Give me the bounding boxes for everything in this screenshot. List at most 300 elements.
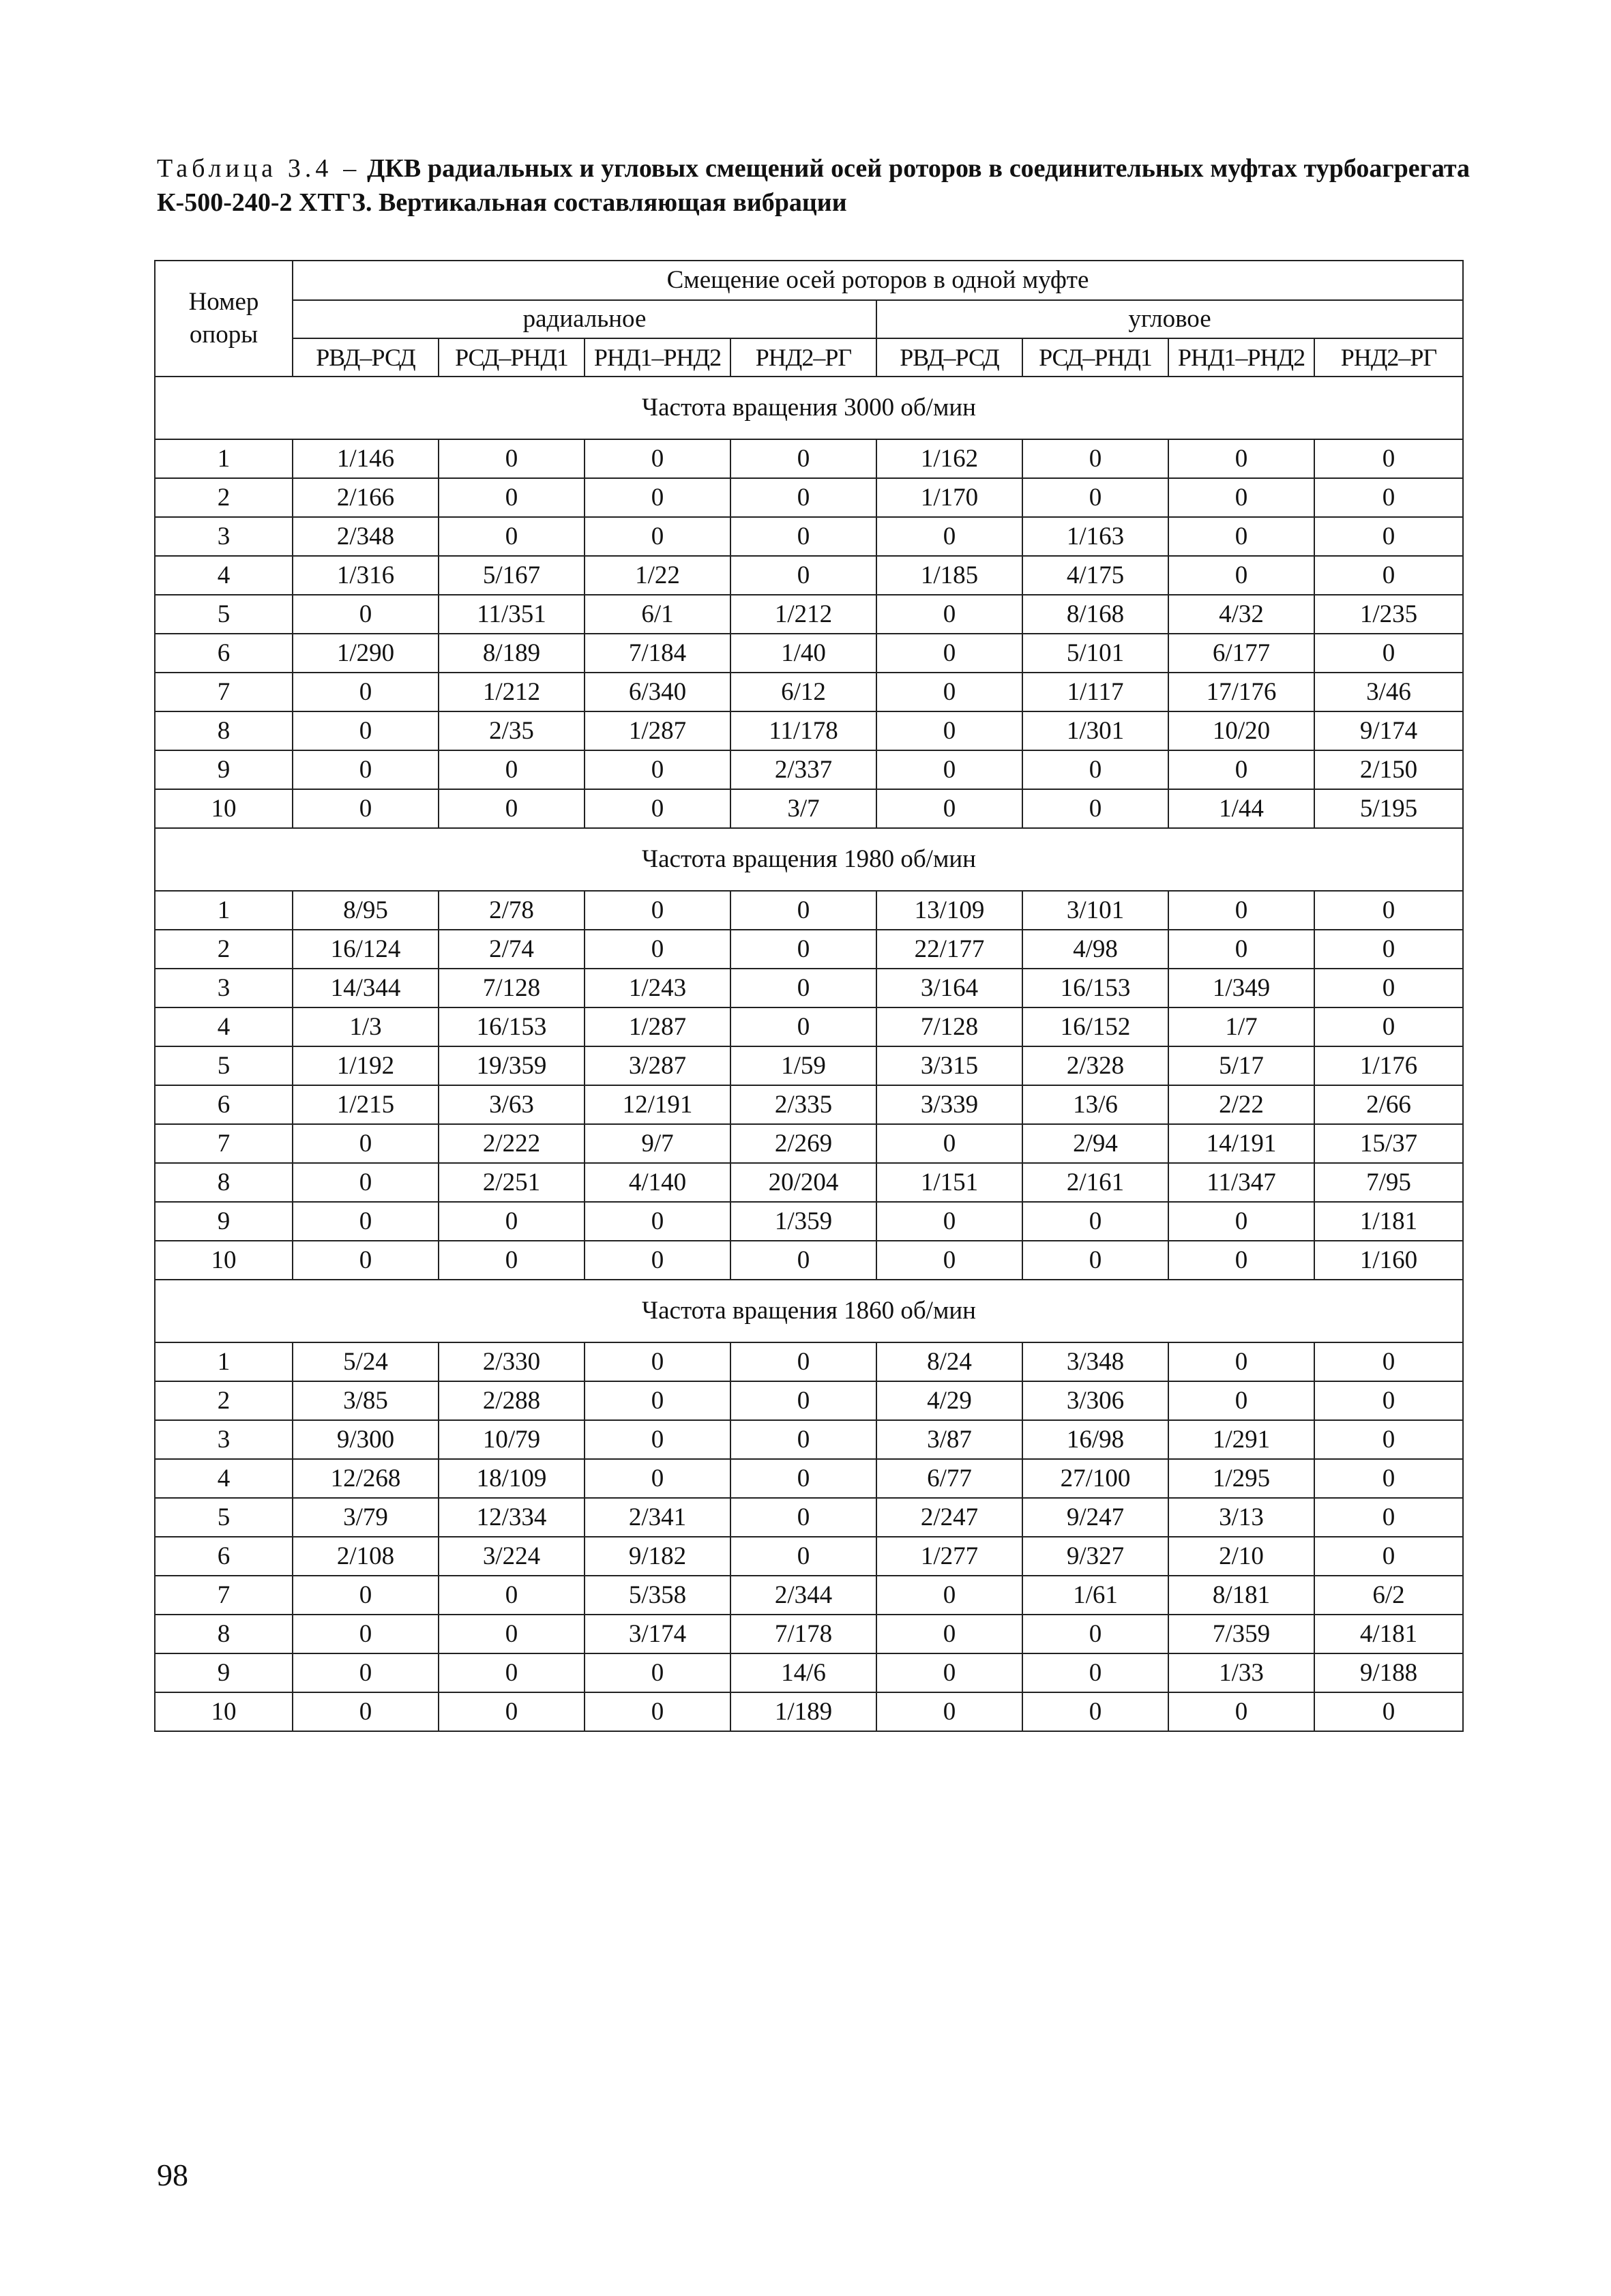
table-cell: 0: [730, 1459, 876, 1498]
section-header-row: [155, 377, 1463, 439]
table-cell: 0: [439, 1241, 585, 1280]
table-cell: 0: [293, 1576, 439, 1615]
table-cell: 5/101: [1022, 634, 1168, 673]
table-cell: 1/189: [730, 1692, 876, 1731]
support-number-cell: 7: [155, 673, 293, 711]
table-cell: 0: [1022, 478, 1168, 517]
table-row: [155, 1420, 1463, 1459]
table-cell: 3/85: [293, 1381, 439, 1420]
table-row: [155, 439, 1463, 478]
table-cell: 0: [730, 1498, 876, 1537]
support-number-cell: 3: [155, 517, 293, 556]
table-cell: 1/162: [876, 439, 1022, 478]
table-cell: 0: [1314, 969, 1463, 1007]
table-cell: 12/268: [293, 1459, 439, 1498]
table-cell: 1/277: [876, 1537, 1022, 1576]
support-number-cell: 1: [155, 439, 293, 478]
table-cell: 7/128: [876, 1007, 1022, 1046]
table-cell: 8/24: [876, 1342, 1022, 1381]
table-cell: 6/1: [585, 595, 730, 634]
data-table: [154, 260, 1464, 1732]
table-cell: 0: [1022, 789, 1168, 828]
table-cell: 11/178: [730, 711, 876, 750]
table-cell: 1/59: [730, 1046, 876, 1085]
table-cell: 12/334: [439, 1498, 585, 1537]
header-col: РСД–РНД1: [439, 338, 585, 377]
table-cell: 0: [876, 1576, 1022, 1615]
table-cell: 20/204: [730, 1163, 876, 1202]
table-cell: 2/348: [293, 517, 439, 556]
table-cell: 2/22: [1168, 1085, 1314, 1124]
table-cell: 0: [1022, 1653, 1168, 1692]
table-cell: 17/176: [1168, 673, 1314, 711]
table-cell: 2/247: [876, 1498, 1022, 1537]
table-cell: 0: [585, 1420, 730, 1459]
table-cell: 1/151: [876, 1163, 1022, 1202]
table-cell: 0: [876, 711, 1022, 750]
table-cell: 1/146: [293, 439, 439, 478]
table-cell: 2/335: [730, 1085, 876, 1124]
table-cell: 0: [439, 750, 585, 789]
table-cell: 3/164: [876, 969, 1022, 1007]
table-cell: 1/33: [1168, 1653, 1314, 1692]
table-cell: 0: [293, 1241, 439, 1280]
table-cell: 16/153: [439, 1007, 585, 1046]
table-cell: 2/150: [1314, 750, 1463, 789]
table-row: [155, 1202, 1463, 1241]
table-cell: 1/44: [1168, 789, 1314, 828]
support-number-cell: 1: [155, 891, 293, 930]
table-cell: 1/170: [876, 478, 1022, 517]
table-cell: 0: [730, 1420, 876, 1459]
table-cell: 19/359: [439, 1046, 585, 1085]
table-cell: 1/287: [585, 1007, 730, 1046]
header-col: РВД–РСД: [876, 338, 1022, 377]
table-cell: 2/344: [730, 1576, 876, 1615]
table-cell: 7/359: [1168, 1615, 1314, 1653]
table-cell: 2/35: [439, 711, 585, 750]
table-cell: 0: [730, 517, 876, 556]
table-cell: 16/98: [1022, 1420, 1168, 1459]
table-cell: 4/32: [1168, 595, 1314, 634]
table-cell: 9/7: [585, 1124, 730, 1163]
table-cell: 9/182: [585, 1537, 730, 1576]
table-cell: 1/235: [1314, 595, 1463, 634]
header-col: РВД–РСД: [293, 338, 439, 377]
table-cell: 0: [1168, 517, 1314, 556]
table-cell: 3/79: [293, 1498, 439, 1537]
header-col: РНД1–РНД2: [585, 338, 730, 377]
table-cell: 0: [1168, 750, 1314, 789]
table-cell: 0: [876, 1653, 1022, 1692]
header-angular: угловое: [876, 300, 1463, 338]
table-cell: 1/359: [730, 1202, 876, 1241]
table-cell: 0: [293, 1692, 439, 1731]
table-cell: 3/306: [1022, 1381, 1168, 1420]
table-cell: 0: [1314, 930, 1463, 969]
support-number-cell: 5: [155, 1046, 293, 1085]
table-cell: 0: [730, 930, 876, 969]
table-row: [155, 930, 1463, 969]
header-support-number: Номер опоры: [155, 261, 293, 377]
table-cell: 0: [1314, 1537, 1463, 1576]
table-cell: 2/66: [1314, 1085, 1463, 1124]
table-cell: 1/295: [1168, 1459, 1314, 1498]
table-cell: 0: [1168, 439, 1314, 478]
table-cell: 2/222: [439, 1124, 585, 1163]
table-cell: 0: [876, 1692, 1022, 1731]
support-number-cell: 9: [155, 1202, 293, 1241]
table-cell: 0: [1022, 750, 1168, 789]
support-number-cell: 2: [155, 1381, 293, 1420]
table-cell: 2/161: [1022, 1163, 1168, 1202]
table-cell: 3/348: [1022, 1342, 1168, 1381]
table-row: [155, 1163, 1463, 1202]
table-cell: 4/181: [1314, 1615, 1463, 1653]
table-cell: 14/6: [730, 1653, 876, 1692]
table-cell: 7/95: [1314, 1163, 1463, 1202]
support-number-cell: 8: [155, 711, 293, 750]
table-row: [155, 1046, 1463, 1085]
section-header-row: [155, 828, 1463, 891]
table-row: [155, 1498, 1463, 1537]
caption-lead: Таблица 3.4 –: [157, 154, 361, 183]
table-cell: 0: [439, 789, 585, 828]
table-cell: 0: [585, 1459, 730, 1498]
table-cell: 4/98: [1022, 930, 1168, 969]
table-cell: 1/212: [730, 595, 876, 634]
table-caption: [157, 151, 1470, 220]
table-cell: 2/108: [293, 1537, 439, 1576]
table-cell: 2/94: [1022, 1124, 1168, 1163]
table-cell: 1/7: [1168, 1007, 1314, 1046]
table-row: [155, 1342, 1463, 1381]
support-number-cell: 2: [155, 930, 293, 969]
table-cell: 1/316: [293, 556, 439, 595]
section-title: Частота вращения 1980 об/мин: [155, 828, 1463, 891]
table-cell: 0: [293, 711, 439, 750]
table-cell: 5/167: [439, 556, 585, 595]
table-cell: 1/215: [293, 1085, 439, 1124]
table-cell: 0: [439, 478, 585, 517]
table-cell: 1/290: [293, 634, 439, 673]
table-cell: 0: [1168, 1692, 1314, 1731]
support-number-cell: 4: [155, 1459, 293, 1498]
table-cell: 0: [1314, 478, 1463, 517]
table-cell: 6/177: [1168, 634, 1314, 673]
table-cell: 1/185: [876, 556, 1022, 595]
table-cell: 0: [585, 1692, 730, 1731]
table-cell: 5/17: [1168, 1046, 1314, 1085]
table-cell: 4/175: [1022, 556, 1168, 595]
table-cell: 1/61: [1022, 1576, 1168, 1615]
table-cell: 3/7: [730, 789, 876, 828]
table-cell: 0: [293, 1163, 439, 1202]
table-cell: 3/315: [876, 1046, 1022, 1085]
table-row: [155, 1381, 1463, 1420]
table-row: [155, 1692, 1463, 1731]
support-number-cell: 5: [155, 595, 293, 634]
table-cell: 2/288: [439, 1381, 585, 1420]
table-cell: 0: [1314, 439, 1463, 478]
table-cell: 0: [585, 1202, 730, 1241]
table-cell: 0: [876, 1615, 1022, 1653]
table-cell: 0: [293, 673, 439, 711]
table-row: [155, 1537, 1463, 1576]
table-cell: 0: [730, 891, 876, 930]
table-row: [155, 711, 1463, 750]
table-cell: 0: [730, 556, 876, 595]
table-cell: 0: [1314, 1007, 1463, 1046]
table-cell: 2/328: [1022, 1046, 1168, 1085]
table-cell: 0: [1168, 1202, 1314, 1241]
support-number-cell: 8: [155, 1163, 293, 1202]
table-cell: 0: [293, 1653, 439, 1692]
support-number-cell: 1: [155, 1342, 293, 1381]
table-cell: 13/109: [876, 891, 1022, 930]
table-row: [155, 1124, 1463, 1163]
table-cell: 0: [1314, 1342, 1463, 1381]
table-cell: 22/177: [876, 930, 1022, 969]
table-cell: 1/163: [1022, 517, 1168, 556]
table-cell: 0: [876, 1124, 1022, 1163]
table-cell: 1/301: [1022, 711, 1168, 750]
table-cell: 1/181: [1314, 1202, 1463, 1241]
table-cell: 2/251: [439, 1163, 585, 1202]
table-row: [155, 478, 1463, 517]
page-number: 98: [157, 2158, 188, 2192]
table-cell: 1/349: [1168, 969, 1314, 1007]
table-cell: 1/176: [1314, 1046, 1463, 1085]
table-cell: 3/224: [439, 1537, 585, 1576]
table-cell: 6/2: [1314, 1576, 1463, 1615]
table-cell: 0: [439, 439, 585, 478]
table-cell: 2/269: [730, 1124, 876, 1163]
table-cell: 0: [730, 969, 876, 1007]
table-cell: 0: [1022, 1615, 1168, 1653]
table-cell: 6/340: [585, 673, 730, 711]
table-cell: 0: [1314, 1498, 1463, 1537]
table-cell: 0: [876, 1202, 1022, 1241]
table-row: [155, 1576, 1463, 1615]
table-cell: 3/339: [876, 1085, 1022, 1124]
header-radial: радиальное: [293, 300, 876, 338]
table-cell: 0: [1168, 1381, 1314, 1420]
support-number-cell: 9: [155, 750, 293, 789]
table-cell: 3/174: [585, 1615, 730, 1653]
table-cell: 0: [876, 750, 1022, 789]
table-cell: 0: [730, 1342, 876, 1381]
support-number-cell: 4: [155, 1007, 293, 1046]
table-cell: 2/166: [293, 478, 439, 517]
table-cell: 0: [1168, 1342, 1314, 1381]
table-cell: 0: [585, 789, 730, 828]
table-cell: 0: [585, 1381, 730, 1420]
table-cell: 12/191: [585, 1085, 730, 1124]
table-cell: 7/128: [439, 969, 585, 1007]
table-cell: 0: [293, 595, 439, 634]
table-row: [155, 750, 1463, 789]
table-cell: 5/24: [293, 1342, 439, 1381]
table-cell: 0: [585, 478, 730, 517]
table-cell: 0: [1168, 930, 1314, 969]
table-cell: 0: [293, 750, 439, 789]
table-cell: 0: [585, 750, 730, 789]
table-cell: 1/22: [585, 556, 730, 595]
table-cell: 1/287: [585, 711, 730, 750]
table-cell: 0: [293, 1615, 439, 1653]
table-cell: 0: [585, 930, 730, 969]
table-cell: 0: [730, 439, 876, 478]
table-cell: 1/212: [439, 673, 585, 711]
table-cell: 0: [730, 1537, 876, 1576]
table-cell: 5/358: [585, 1576, 730, 1615]
table-cell: 0: [1022, 1692, 1168, 1731]
table-cell: 0: [1314, 891, 1463, 930]
table-cell: 27/100: [1022, 1459, 1168, 1498]
table-cell: 0: [585, 1653, 730, 1692]
table-cell: 0: [876, 517, 1022, 556]
table-cell: 10/79: [439, 1420, 585, 1459]
table-cell: 0: [439, 1615, 585, 1653]
table-cell: 6/77: [876, 1459, 1022, 1498]
table-cell: 0: [1168, 556, 1314, 595]
table-cell: 13/6: [1022, 1085, 1168, 1124]
support-number-cell: 4: [155, 556, 293, 595]
table-cell: 0: [730, 1007, 876, 1046]
table-cell: 0: [876, 789, 1022, 828]
table-row: [155, 1085, 1463, 1124]
table-cell: 16/124: [293, 930, 439, 969]
table-row: [155, 891, 1463, 930]
header-col: РНД2–РГ: [730, 338, 876, 377]
table-cell: 7/178: [730, 1615, 876, 1653]
support-number-cell: 9: [155, 1653, 293, 1692]
table-cell: 0: [1314, 634, 1463, 673]
table-cell: 0: [293, 1202, 439, 1241]
table-cell: 3/87: [876, 1420, 1022, 1459]
table-cell: 1/160: [1314, 1241, 1463, 1280]
table-cell: 0: [1314, 1381, 1463, 1420]
table-cell: 0: [1168, 1241, 1314, 1280]
table-cell: 3/287: [585, 1046, 730, 1085]
table-cell: 0: [1314, 1420, 1463, 1459]
table-cell: 9/174: [1314, 711, 1463, 750]
table-cell: 18/109: [439, 1459, 585, 1498]
table-cell: 9/247: [1022, 1498, 1168, 1537]
support-number-cell: 8: [155, 1615, 293, 1653]
section-title: Частота вращения 3000 об/мин: [155, 377, 1463, 439]
table-cell: 0: [439, 517, 585, 556]
support-number-cell: 10: [155, 1241, 293, 1280]
support-number-cell: 7: [155, 1576, 293, 1615]
table-cell: 0: [730, 1381, 876, 1420]
table-row: [155, 634, 1463, 673]
table-cell: 8/168: [1022, 595, 1168, 634]
table-cell: 0: [439, 1202, 585, 1241]
table-cell: 2/78: [439, 891, 585, 930]
table-cell: 0: [293, 1124, 439, 1163]
table-cell: 14/191: [1168, 1124, 1314, 1163]
table-cell: 3/101: [1022, 891, 1168, 930]
table-cell: 8/189: [439, 634, 585, 673]
table-row: [155, 1653, 1463, 1692]
table-cell: 6/12: [730, 673, 876, 711]
table-cell: 4/140: [585, 1163, 730, 1202]
table-cell: 0: [585, 517, 730, 556]
table-row: [155, 595, 1463, 634]
table-cell: 4/29: [876, 1381, 1022, 1420]
support-number-cell: 10: [155, 1692, 293, 1731]
support-number-cell: 3: [155, 1420, 293, 1459]
table-cell: 2/74: [439, 930, 585, 969]
table-cell: 1/243: [585, 969, 730, 1007]
support-number-cell: 2: [155, 478, 293, 517]
table-cell: 0: [585, 891, 730, 930]
caption-title: ДКВ радиальных и угловых смещений осей роторов в соединительных муфтах турбоагрегата К-500-240-2 ХТГЗ. Вертикальная составляющая вибрации: [157, 154, 1470, 217]
table-cell: 0: [730, 478, 876, 517]
table-row: [155, 969, 1463, 1007]
table-cell: 0: [1168, 891, 1314, 930]
table-cell: 0: [1168, 478, 1314, 517]
table-cell: 1/117: [1022, 673, 1168, 711]
table-cell: 0: [585, 1342, 730, 1381]
table-row: [155, 1615, 1463, 1653]
table-cell: 0: [876, 634, 1022, 673]
table-cell: 1/192: [293, 1046, 439, 1085]
table-row: [155, 673, 1463, 711]
table-cell: 8/181: [1168, 1576, 1314, 1615]
table-cell: 1/3: [293, 1007, 439, 1046]
table-row: [155, 1459, 1463, 1498]
table-cell: 3/13: [1168, 1498, 1314, 1537]
table-cell: 0: [1314, 1692, 1463, 1731]
table-cell: 0: [439, 1576, 585, 1615]
table-cell: 3/46: [1314, 673, 1463, 711]
table-cell: 2/341: [585, 1498, 730, 1537]
table-cell: 0: [1314, 1459, 1463, 1498]
table-cell: 2/10: [1168, 1537, 1314, 1576]
table-cell: 0: [585, 1241, 730, 1280]
header-col: РСД–РНД1: [1022, 338, 1168, 377]
table-cell: 0: [1022, 1241, 1168, 1280]
header-col: РНД1–РНД2: [1168, 338, 1314, 377]
support-number-cell: 10: [155, 789, 293, 828]
table-row: [155, 517, 1463, 556]
section-title: Частота вращения 1860 об/мин: [155, 1280, 1463, 1342]
table-cell: 2/330: [439, 1342, 585, 1381]
table-row: [155, 556, 1463, 595]
table-cell: 0: [876, 1241, 1022, 1280]
table-cell: 0: [876, 673, 1022, 711]
table-cell: 0: [1022, 1202, 1168, 1241]
support-number-cell: 6: [155, 1537, 293, 1576]
support-number-cell: 5: [155, 1498, 293, 1537]
table-cell: 0: [585, 439, 730, 478]
table-cell: 0: [1022, 439, 1168, 478]
table-cell: 16/152: [1022, 1007, 1168, 1046]
table-cell: 9/300: [293, 1420, 439, 1459]
table-cell: 9/188: [1314, 1653, 1463, 1692]
table-cell: 7/184: [585, 634, 730, 673]
table-cell: 0: [439, 1692, 585, 1731]
table-cell: 0: [730, 1241, 876, 1280]
table-cell: 11/347: [1168, 1163, 1314, 1202]
table-cell: 1/40: [730, 634, 876, 673]
table-row: [155, 1007, 1463, 1046]
table-cell: 2/337: [730, 750, 876, 789]
table-cell: 16/153: [1022, 969, 1168, 1007]
